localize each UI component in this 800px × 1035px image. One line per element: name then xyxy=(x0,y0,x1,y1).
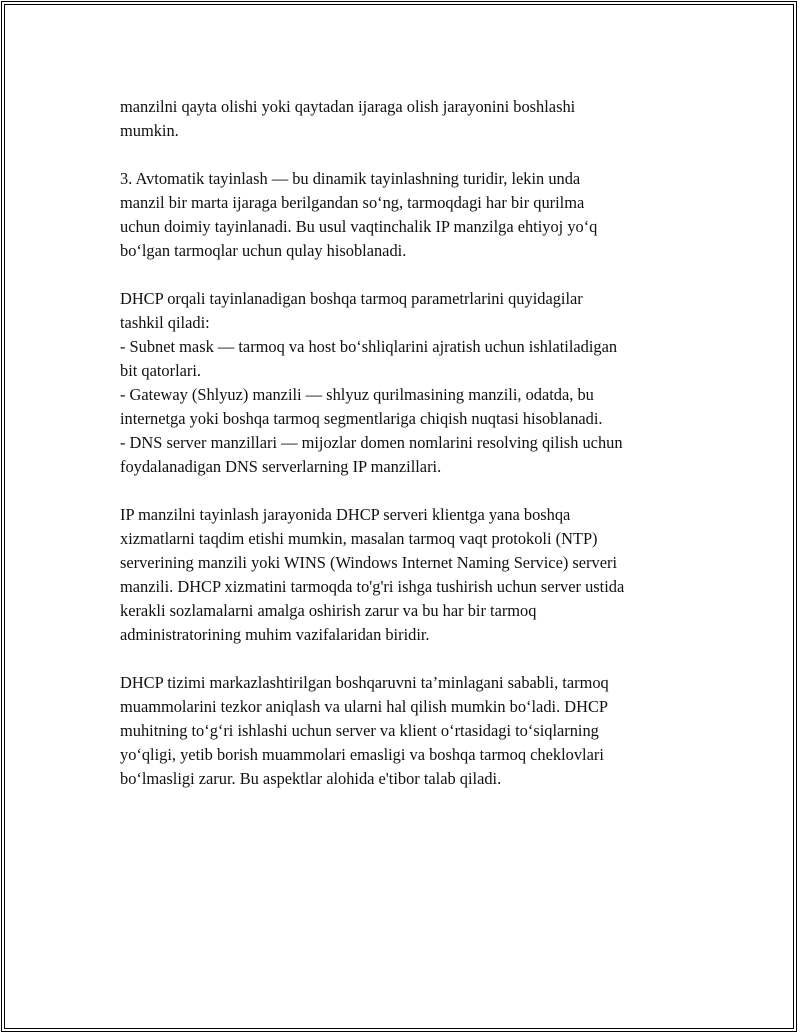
text-line: serverining manzili yoki WINS (Windows Internet Naming Service) serveri xyxy=(120,553,617,572)
text-line: manzil bir marta ijaraga berilgandan soʻng, tarmoqdagi har bir qurilma xyxy=(120,193,585,212)
text-line: manzili. DHCP xizmatini tarmoqda to'g'ri ishga tushirish uchun server ustida xyxy=(120,577,625,596)
text-line: kerakli sozlamalarni amalga oshirish zarur va bu har bir tarmoq xyxy=(120,601,537,620)
text-line: uchun doimiy tayinlanadi. Bu usul vaqtinchalik IP manzilga ehtiyoj yoʻq xyxy=(120,217,598,236)
text-line: administratorining muhim vazifalaridan biridir. xyxy=(120,625,430,644)
page-frame xyxy=(1,1,797,1032)
text-line: - DNS server manzillari — mijozlar domen nomlarini resolving qilish uchun xyxy=(120,433,623,452)
text-line: 3. Avtomatik tayinlash — bu dinamik tayinlashning turidir, lekin unda xyxy=(120,169,581,188)
text-line: IP manzilni tayinlash jarayonida DHCP serveri klientga yana boshqa xyxy=(120,505,571,524)
text-line: bit qatorlari. xyxy=(120,361,202,380)
paragraph-1 xyxy=(120,95,695,143)
text-line: manzilni qayta olishi yoki qaytadan ijaraga olish jarayonini boshlashi xyxy=(120,97,576,116)
text-line: - Gateway (Shlyuz) manzili — shlyuz qurilmasining manzili, odatda, bu xyxy=(120,385,594,404)
text-line: - Subnet mask — tarmoq va host boʻshliqlarini ajratish uchun ishlatiladigan xyxy=(120,337,618,356)
text-line: foydalanadigan DNS serverlarning IP manzillari. xyxy=(120,457,442,476)
paragraph-2 xyxy=(120,167,695,263)
paragraph-4 xyxy=(120,503,695,647)
text-line: muammolarini tezkor aniqlash va ularni hal qilish mumkin boʻladi. DHCP xyxy=(120,697,608,716)
text-line: mumkin. xyxy=(120,121,179,140)
text-line: DHCP orqali tayinlanadigan boshqa tarmoq parametrlarini quyidagilar xyxy=(120,289,583,308)
paragraph-3 xyxy=(120,287,695,479)
text-line: internetga yoki boshqa tarmoq segmentlariga chiqish nuqtasi hisoblanadi. xyxy=(120,409,603,428)
document-body xyxy=(120,95,695,815)
text-line: boʻlmasligi zarur. Bu aspektlar alohida e'tibor talab qiladi. xyxy=(120,769,502,788)
text-line: boʻlgan tarmoqlar uchun qulay hisoblanadi. xyxy=(120,241,407,260)
text-line: xizmatlarni taqdim etishi mumkin, masalan tarmoq vaqt protokoli (NTP) xyxy=(120,529,598,548)
text-line: tashkil qiladi: xyxy=(120,313,210,332)
text-line: DHCP tizimi markazlashtirilgan boshqaruvni ta’minlagani sababli, tarmoq xyxy=(120,673,609,692)
text-line: muhitning toʻgʻri ishlashi uchun server va klient oʻrtasidagi toʻsiqlarning xyxy=(120,721,599,740)
paragraph-5 xyxy=(120,671,695,791)
text-line: yoʻqligi, yetib borish muammolari emasligi va boshqa tarmoq cheklovlari xyxy=(120,745,604,764)
